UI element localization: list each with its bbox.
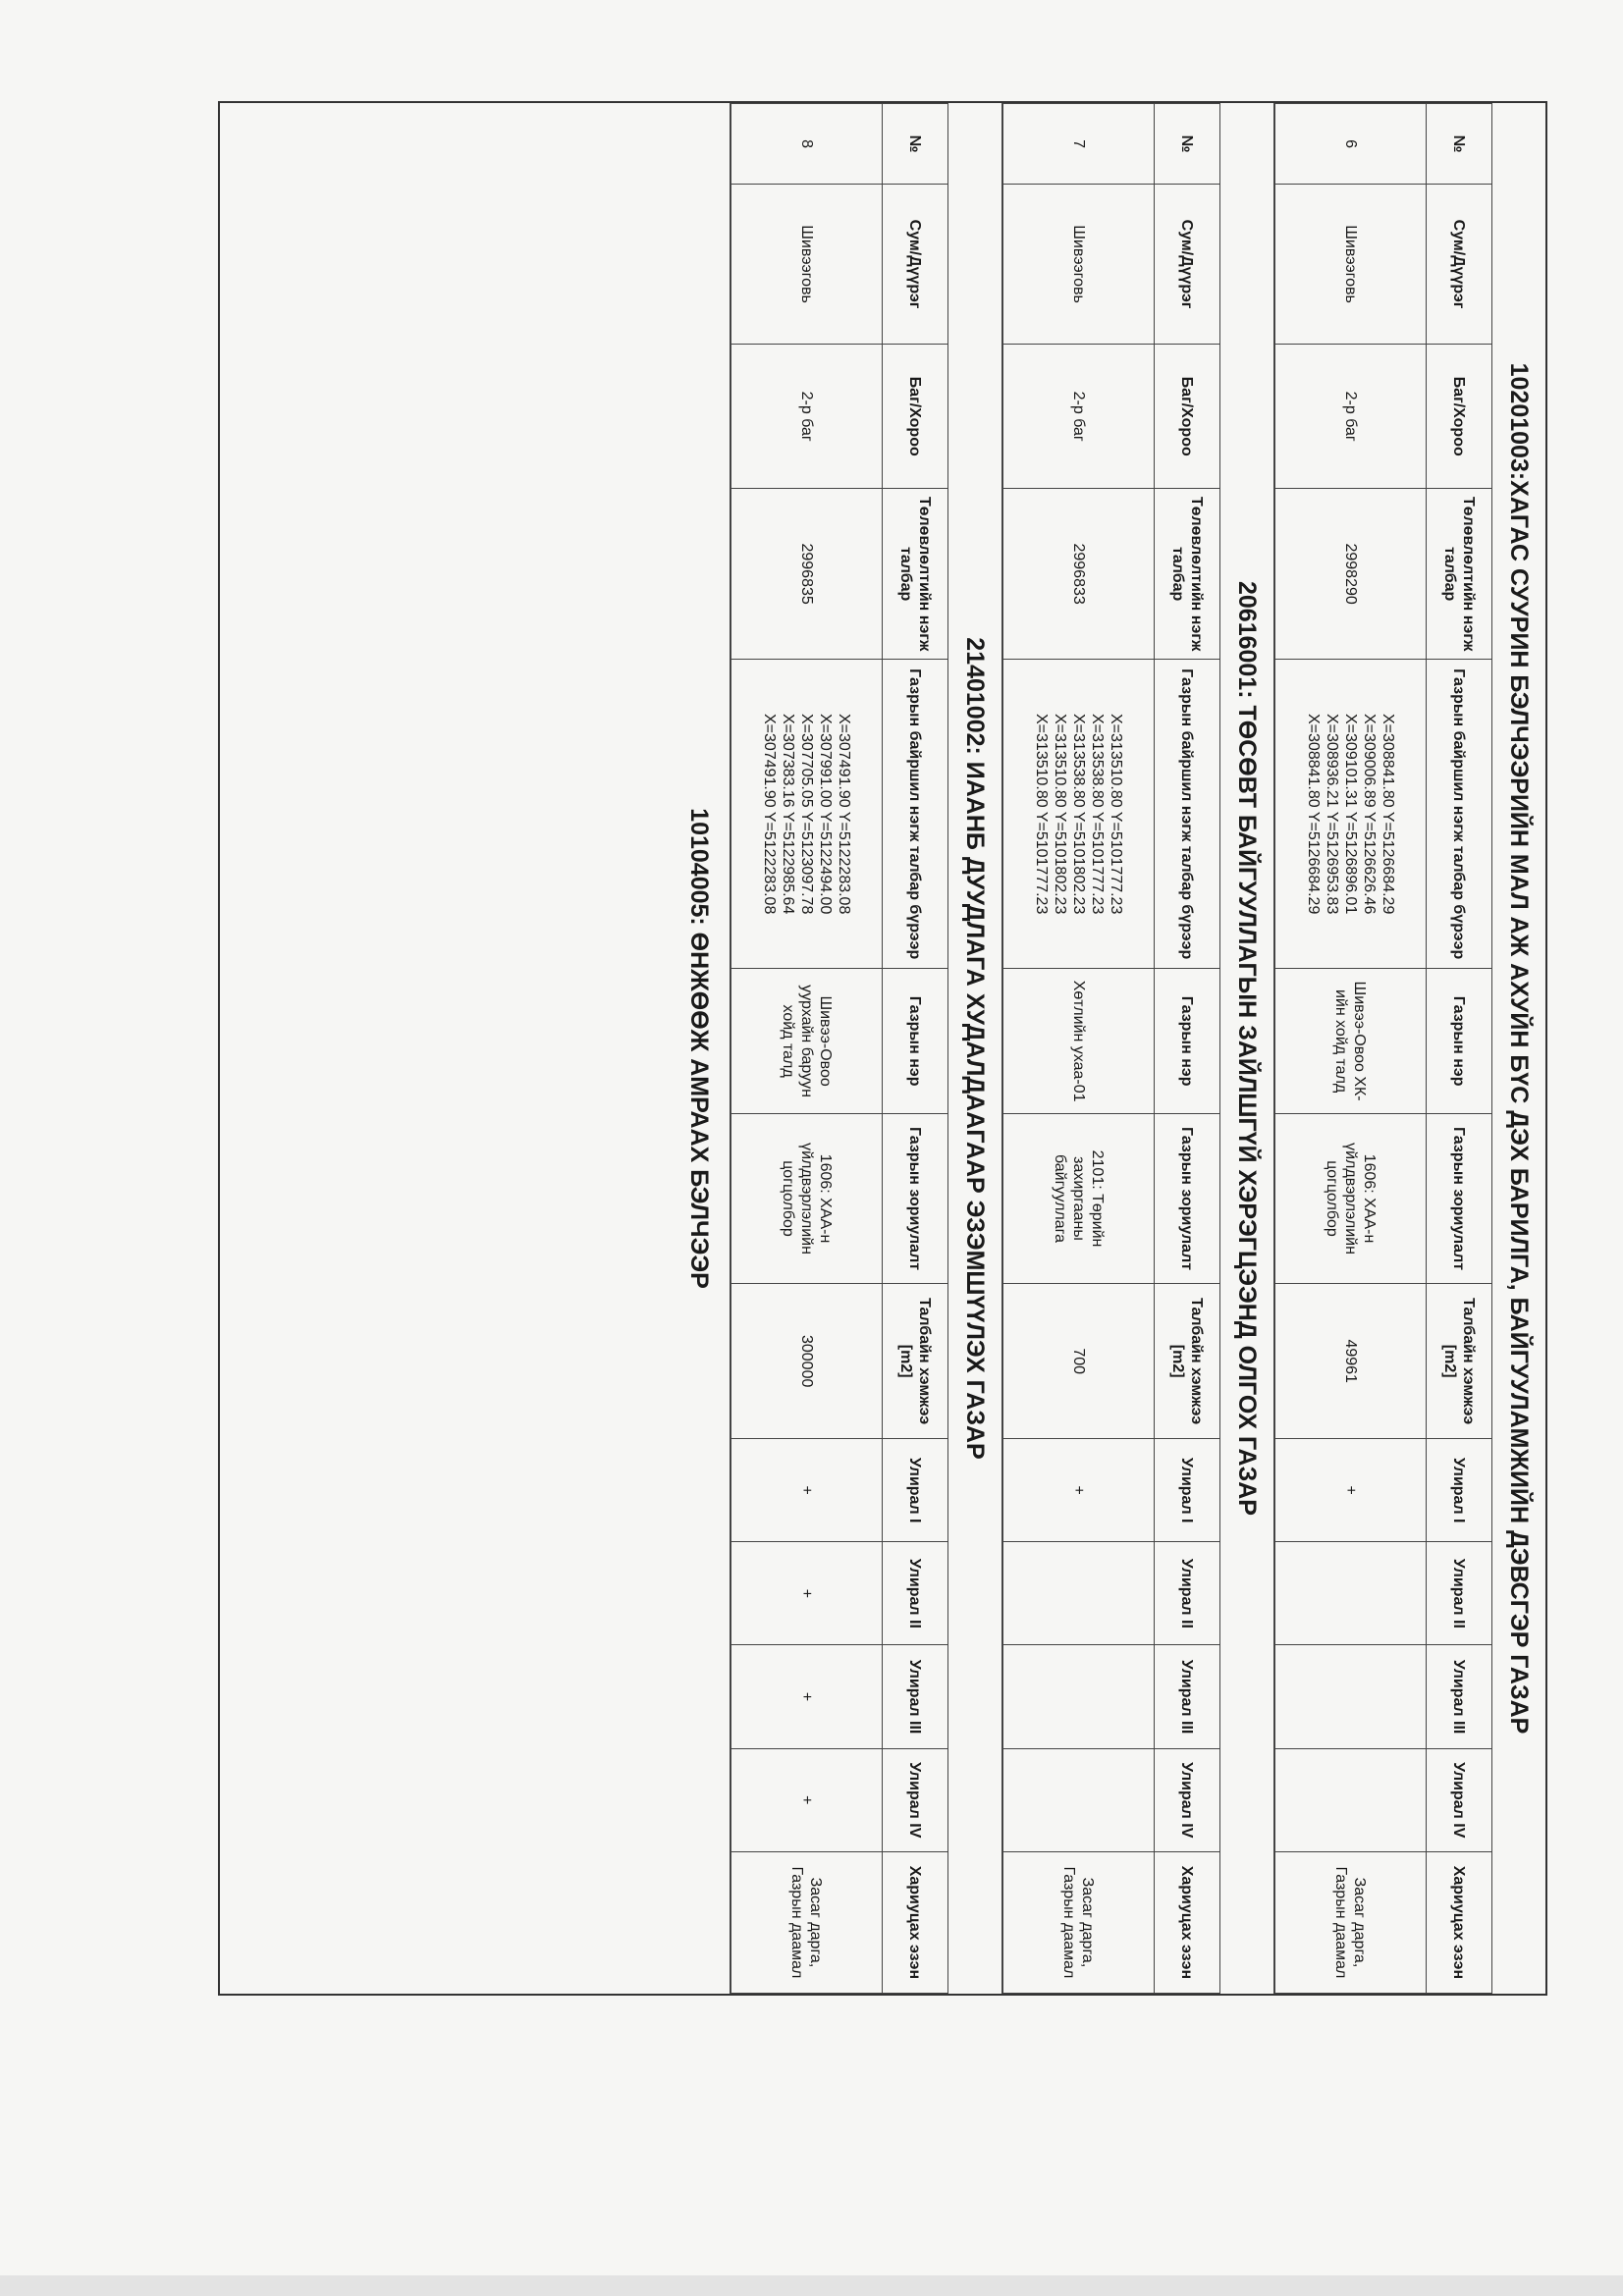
land-plan-tables [218,101,1547,1996]
cell-bag: 2-р баг [1275,345,1427,489]
section-3 [730,103,1001,1994]
table-row [731,104,883,1994]
cell-coordinates [731,659,883,969]
header-q1: Улирал I [1427,1439,1492,1542]
header-sum: Сум/Дүүрэг [1427,185,1492,345]
header-name: Газрын нэр [883,969,948,1113]
header-area: Талбайн хэмжээ [m2] [1427,1284,1492,1439]
coordinate-line: X=308841.80 Y=5126684.29 [1380,714,1396,915]
cell-q2: + [731,1542,883,1645]
section-title: 10201003:ХАГАС СУУРИН БЭЛЧЭЭРИЙН МАЛ АЖ АХУЙН БҮС ДЭХ БАРИЛГА, БАЙГУУЛАМЖИЙН ДЭВСГЭР ГАЗАР [1505,362,1533,1735]
header-owner: Хариуцах эзэн [1155,1851,1220,1993]
cell-purpose: 2101: Төрийн захиргааны байгууллага [1003,1113,1155,1284]
cell-q2 [1275,1542,1427,1645]
cell-plan: 2996835 [731,489,883,660]
cell-name: Шивээ-Овоо ХК-ийн хойд талд [1275,969,1427,1113]
coordinate-line: X=307705.05 Y=5123097.78 [798,714,815,915]
header-no: № [1427,104,1492,185]
coordinate-line: X=307491.90 Y=5122283.08 [761,714,778,915]
section-title: 21401002: ИААНБ ДУУДЛАГА ХУДАЛДААГААР ЭЗЭМШҮҮЛЭХ ГАЗАР [961,637,989,1460]
cell-coordinates [1003,659,1155,969]
cell-owner: Засаг дарга, Газрын даамал [1275,1851,1427,1993]
header-q4: Улирал IV [1427,1748,1492,1851]
cell-purpose: 1606: ХАА-н үйлдвэрлэлийн цогцолбор [731,1113,883,1284]
header-sum: Сум/Дүүрэг [883,185,948,345]
header-bag: Баг/Хороо [1427,345,1492,489]
header-name: Газрын нэр [1155,969,1220,1113]
section-1 [1273,103,1545,1994]
header-owner: Хариуцах эзэн [1427,1851,1492,1993]
coordinate-line: X=309101.31 Y=5126896.01 [1342,714,1359,915]
cell-q3 [1275,1645,1427,1748]
cell-area: 700 [1003,1284,1155,1439]
header-no: № [883,104,948,185]
cell-sum: Шивээговь [731,185,883,345]
cell-bag: 2-р баг [731,345,883,489]
cell-sum: Шивээговь [1275,185,1427,345]
header-plan: Төлөвлөлтийн нэгж талбар [1427,489,1492,660]
cell-q4 [1003,1748,1155,1851]
header-q1: Улирал I [883,1439,948,1542]
land-table [730,103,948,1994]
section-2 [1001,103,1273,1994]
table-row [1003,104,1155,1994]
table-header-row [1427,104,1492,1994]
header-location: Газрын байршил нэгж талбар бүрээр [883,659,948,969]
cell-name: Хөтлийн ухаа-01 [1003,969,1155,1113]
land-table [1274,103,1492,1994]
header-location: Газрын байршил нэгж талбар бүрээр [1155,659,1220,969]
coordinate-line: X=313538.80 Y=5101777.23 [1089,714,1106,915]
cell-bag: 2-р баг [1003,345,1155,489]
table-row [1275,104,1427,1994]
header-purpose: Газрын зориулалт [1427,1113,1492,1284]
header-bag: Баг/Хороо [883,345,948,489]
cell-q1: + [1275,1439,1427,1542]
cell-sum: Шивээговь [1003,185,1155,345]
land-table [1002,103,1220,1994]
coordinate-line: X=313538.80 Y=5101802.23 [1070,714,1087,915]
header-location: Газрын байршил нэгж талбар бүрээр [1427,659,1492,969]
coordinate-line: X=307383.16 Y=5122985.64 [780,714,796,915]
header-owner: Хариуцах эзэн [883,1851,948,1993]
header-no: № [1155,104,1220,185]
coordinate-line: X=309006.89 Y=5126626.46 [1361,714,1378,915]
coordinate-line: X=307491.90 Y=5122283.08 [836,714,852,915]
header-q2: Улирал II [1155,1542,1220,1645]
cell-plan: 2996833 [1003,489,1155,660]
footer-section-title: 10104005: ӨНЖӨӨЖ АМРААХ БЭЛЧЭЭР [685,808,713,1289]
cell-purpose: 1606: ХАА-н үйлдвэрлэлийн цогцолбор [1275,1113,1427,1284]
cell-no: 7 [1003,104,1155,185]
header-name: Газрын нэр [1427,969,1492,1113]
header-q4: Улирал IV [883,1748,948,1851]
header-q2: Улирал II [883,1542,948,1645]
table-header-row [883,104,948,1994]
cell-owner: Засаг дарга, Газрын даамал [1003,1851,1155,1993]
scanner-edge-strip [0,2275,1623,2296]
header-purpose: Газрын зориулалт [1155,1113,1220,1284]
cell-plan: 2998290 [1275,489,1427,660]
coordinate-line: X=308936.21 Y=5126953.83 [1324,714,1340,915]
coordinate-line: X=313510.80 Y=5101777.23 [1033,714,1050,915]
header-q2: Улирал II [1427,1542,1492,1645]
cell-name: Шивээ-Овоо уурхайн баруун хойд талд [731,969,883,1113]
header-sum: Сум/Дүүрэг [1155,185,1220,345]
section-title: 20616001: ТӨСӨВТ БАЙГУУЛЛАГЫН ЗАЙЛШГҮЙ ХЭРЭГЦЭЭНД ОЛГОХ ГАЗАР [1233,580,1261,1516]
header-area: Талбайн хэмжээ [m2] [883,1284,948,1439]
cell-no: 6 [1275,104,1427,185]
header-plan: Төлөвлөлтийн нэгж талбар [1155,489,1220,660]
coordinate-line: X=313510.80 Y=5101777.23 [1108,714,1124,915]
header-q1: Улирал I [1155,1439,1220,1542]
cell-owner: Засаг дарга, Газрын даамал [731,1851,883,1993]
cell-area: 300000 [731,1284,883,1439]
header-plan: Төлөвлөлтийн нэгж талбар [883,489,948,660]
cell-q1: + [731,1439,883,1542]
table-header-row [1155,104,1220,1994]
header-area: Талбайн хэмжээ [m2] [1155,1284,1220,1439]
cell-q3 [1003,1645,1155,1748]
header-q3: Улирал III [883,1645,948,1748]
cell-area: 49961 [1275,1284,1427,1439]
coordinate-line: X=313510.80 Y=5101802.23 [1052,714,1068,915]
cell-q4 [1275,1748,1427,1851]
header-q3: Улирал III [1155,1645,1220,1748]
cell-q4: + [731,1748,883,1851]
header-q4: Улирал IV [1155,1748,1220,1851]
cell-no: 8 [731,104,883,185]
header-bag: Баг/Хороо [1155,345,1220,489]
coordinate-line: X=307991.00 Y=5122494.00 [817,714,834,915]
cell-coordinates [1275,659,1427,969]
cell-q3: + [731,1645,883,1748]
cell-q2 [1003,1542,1155,1645]
cell-q1: + [1003,1439,1155,1542]
coordinate-line: X=308841.80 Y=5126684.29 [1305,714,1322,915]
header-purpose: Газрын зориулалт [883,1113,948,1284]
header-q3: Улирал III [1427,1645,1492,1748]
